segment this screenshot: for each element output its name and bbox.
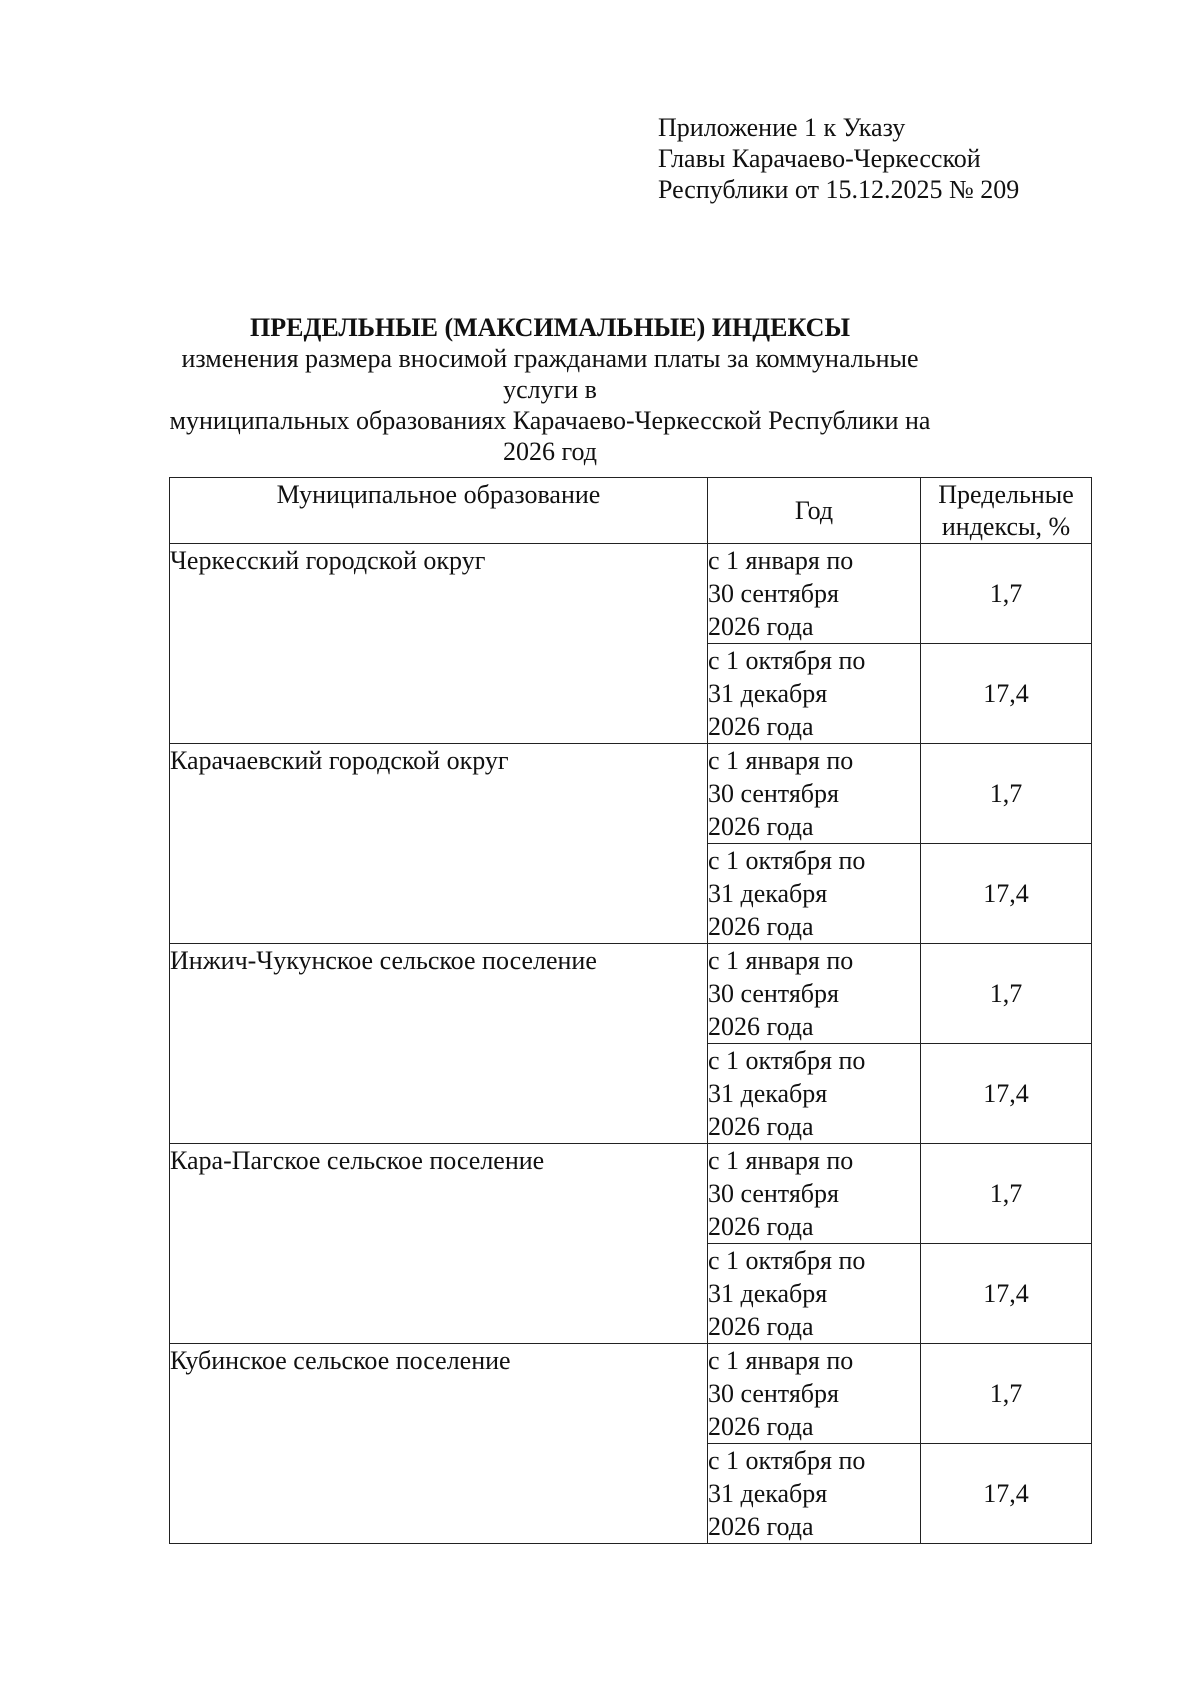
document-title: [150, 312, 950, 467]
appendix-line-2: Главы Карачаево-Черкесской: [658, 144, 981, 173]
period-text: с 1 января по: [708, 1346, 854, 1375]
municipality-cell: Черкесский городской округ: [170, 544, 708, 744]
period-text: с 1 января по: [708, 946, 854, 975]
period-text: 2026 года: [708, 1412, 814, 1441]
index-value: 17,4: [921, 644, 1092, 744]
index-value: 17,4: [921, 1244, 1092, 1344]
period-text: 2026 года: [708, 1512, 814, 1541]
period-text: 2026 года: [708, 712, 814, 741]
index-value: 1,7: [921, 1144, 1092, 1244]
title-line-1: изменения размера вносимой гражданами платы за коммунальные услуги в: [181, 344, 919, 404]
period-text: с 1 октября по: [708, 846, 866, 875]
table-row: [170, 1344, 1092, 1444]
period-cell: [708, 1344, 921, 1444]
table-row: [170, 1144, 1092, 1244]
period-text: 30 сентября: [708, 579, 839, 608]
table-row: [170, 944, 1092, 1044]
period-cell: [708, 944, 921, 1044]
period-text: 31 декабря: [708, 879, 828, 908]
period-text: 31 декабря: [708, 1479, 828, 1508]
header-index: [921, 478, 1092, 544]
period-cell: [708, 1244, 921, 1344]
period-text: 2026 года: [708, 1112, 814, 1141]
period-text: с 1 октября по: [708, 1046, 866, 1075]
period-cell: [708, 1044, 921, 1144]
index-value: 17,4: [921, 1044, 1092, 1144]
period-text: с 1 января по: [708, 546, 854, 575]
period-text: 30 сентября: [708, 1179, 839, 1208]
index-value: 1,7: [921, 944, 1092, 1044]
period-text: 31 декабря: [708, 679, 828, 708]
period-text: 31 декабря: [708, 1079, 828, 1108]
indices-table: [169, 477, 1092, 1544]
period-text: 2026 года: [708, 1312, 814, 1341]
period-text: с 1 октября по: [708, 1246, 866, 1275]
title-line-3: 2026 год: [503, 437, 597, 466]
period-cell: [708, 1144, 921, 1244]
period-cell: [708, 644, 921, 744]
period-text: с 1 января по: [708, 746, 854, 775]
appendix-line-1: Приложение 1 к Указу: [658, 113, 906, 142]
title-line-2: муниципальных образованиях Карачаево-Черкесской Республики на: [169, 406, 931, 435]
period-cell: [708, 544, 921, 644]
period-cell: [708, 1444, 921, 1544]
index-value: 17,4: [921, 844, 1092, 944]
table-row: [170, 744, 1092, 844]
header-year: Год: [708, 478, 921, 544]
period-text: с 1 октября по: [708, 646, 866, 675]
title-heading: ПРЕДЕЛЬНЫЕ (МАКСИМАЛЬНЫЕ) ИНДЕКСЫ: [250, 313, 850, 342]
appendix-line-3: Республики от 15.12.2025 № 209: [658, 175, 1020, 204]
period-text: 31 декабря: [708, 1279, 828, 1308]
municipality-cell: Кубинское сельское поселение: [170, 1344, 708, 1544]
header-index-line-1: Предельные: [938, 479, 1074, 509]
index-value: 1,7: [921, 744, 1092, 844]
period-text: 30 сентября: [708, 1379, 839, 1408]
period-text: 2026 года: [708, 912, 814, 941]
period-cell: [708, 844, 921, 944]
period-cell: [708, 744, 921, 844]
municipality-cell: Кара-Пагское сельское поселение: [170, 1144, 708, 1344]
index-value: 1,7: [921, 1344, 1092, 1444]
period-text: 2026 года: [708, 812, 814, 841]
municipality-cell: Карачаевский городской округ: [170, 744, 708, 944]
period-text: 30 сентября: [708, 779, 839, 808]
period-text: с 1 октября по: [708, 1446, 866, 1475]
municipality-cell: Инжич-Чукунское сельское поселение: [170, 944, 708, 1144]
table-header-row: [170, 478, 1092, 544]
period-text: 2026 года: [708, 612, 814, 641]
period-text: с 1 января по: [708, 1146, 854, 1175]
header-municipality: Муниципальное образование: [170, 478, 708, 544]
appendix-reference: [658, 112, 1019, 205]
index-value: 1,7: [921, 544, 1092, 644]
period-text: 2026 года: [708, 1012, 814, 1041]
period-text: 30 сентября: [708, 979, 839, 1008]
index-value: 17,4: [921, 1444, 1092, 1544]
header-index-line-2: индексы, %: [941, 511, 1071, 541]
period-text: 2026 года: [708, 1212, 814, 1241]
table-row: [170, 544, 1092, 644]
